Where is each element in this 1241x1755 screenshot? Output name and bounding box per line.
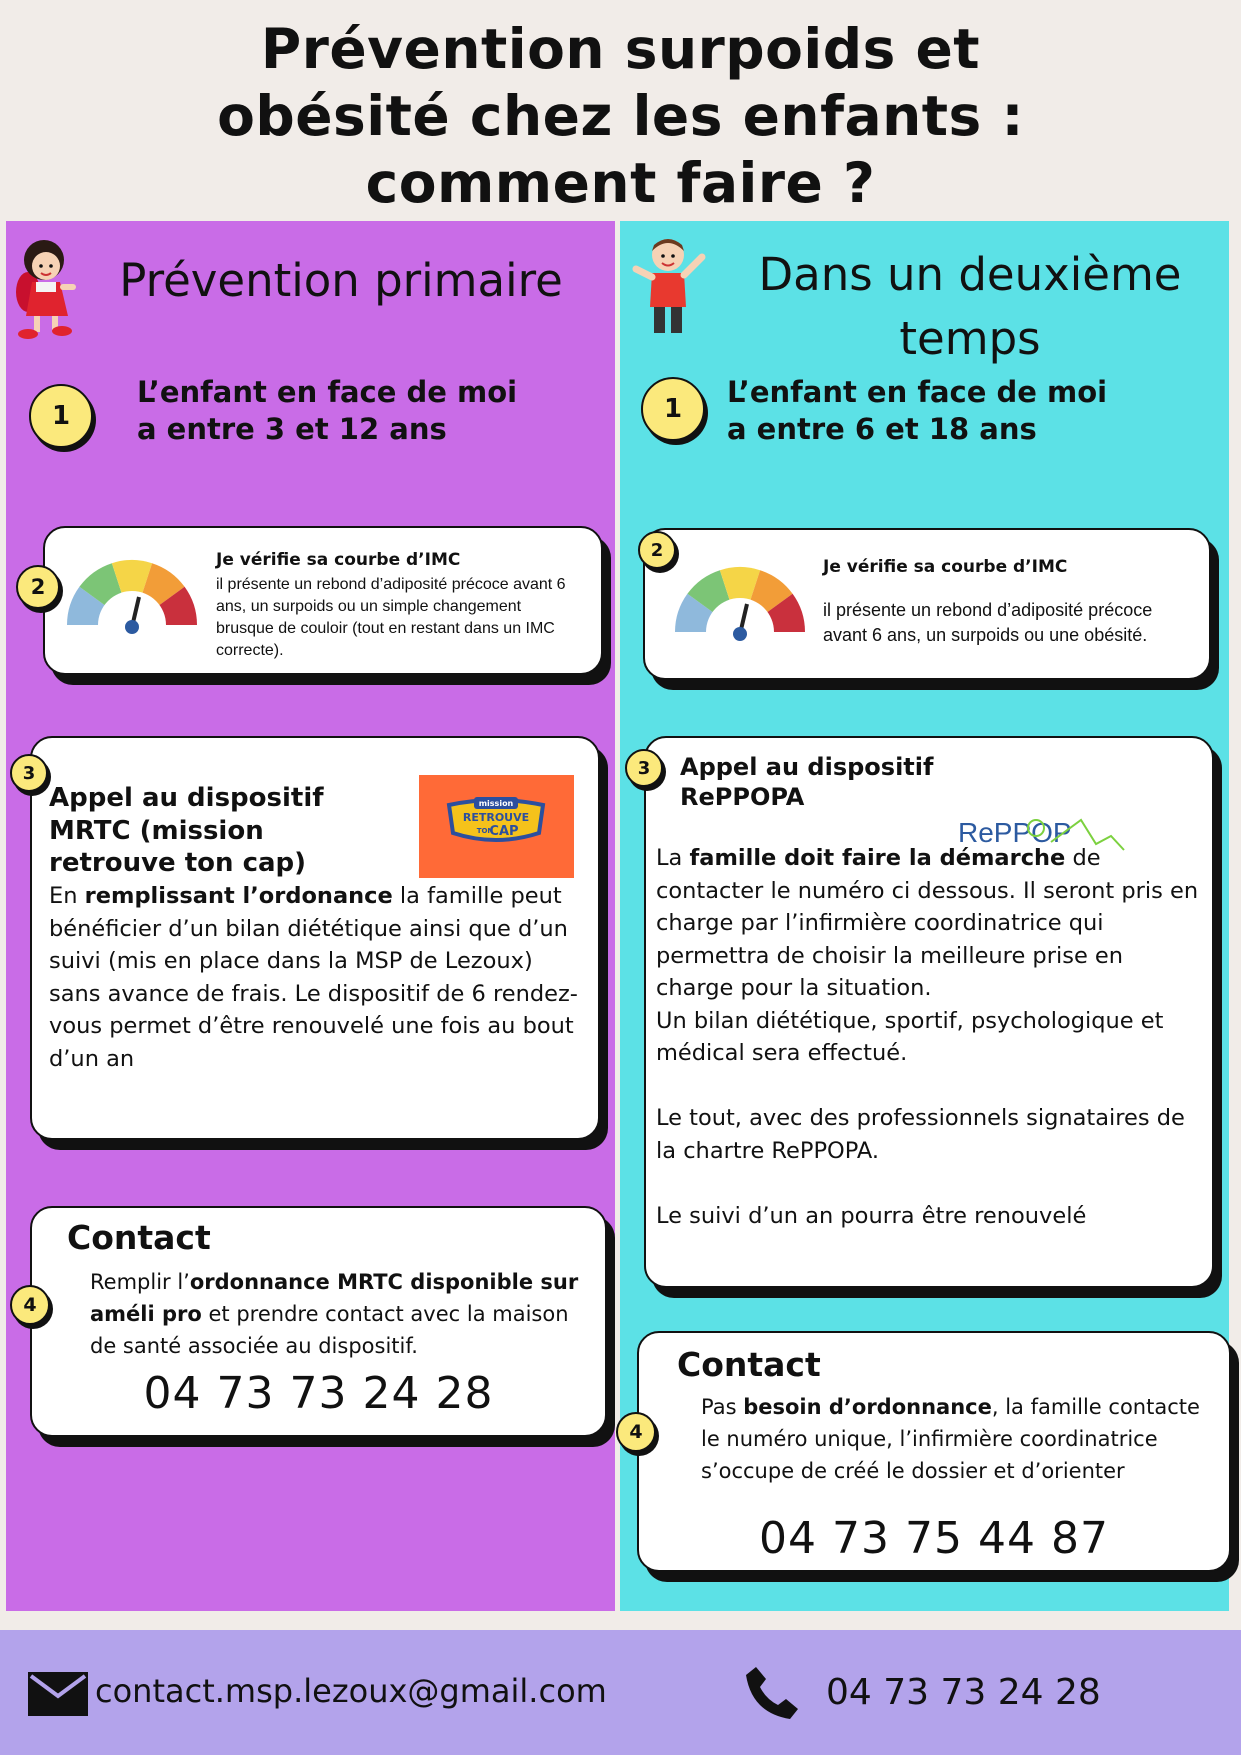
mrtc-title-line-2: MRTC (mission (49, 815, 264, 846)
mrtc-card-text (49, 880, 589, 1075)
primary-prevention-heading: Prévention primaire (119, 254, 563, 307)
contact-right-pre: Pas (701, 1395, 744, 1419)
imc-card-text-right: il présente un rebond d’adiposité précoce avant 6 ans, un surpoids ou une obésité. (823, 600, 1153, 645)
imc-card-title-right: Je vérifie sa courbe d’IMC (823, 557, 1068, 577)
contact-right-post: , la famille contacte le numéro unique, l’infirmière coordinatrice s’occupe de créé le dossier et d’orienter (701, 1395, 1200, 1483)
contact-card-right (637, 1331, 1231, 1572)
mrtc-logo (419, 775, 574, 878)
step-4-badge-right: 4 (616, 1412, 656, 1452)
step-1-badge-right: 1 (641, 377, 705, 441)
reppopa-card-text (656, 842, 1201, 1232)
step-1-badge: 1 (29, 384, 93, 448)
second-stage-heading-line-2: temps (899, 312, 1041, 365)
step-3-badge-right: 3 (625, 749, 663, 787)
primary-prevention-column (6, 221, 615, 1611)
phone-icon (744, 1665, 800, 1721)
imc-gauge-icon (62, 555, 202, 645)
mrtc-card (30, 736, 600, 1140)
mrtc-text-post: la famille peut bénéficier d’un bilan diététique ainsi que d’un suivi (mis en place dans la MSP de Lezoux) sans avance de frais. Le dispositif de 6 rendez-vous permet d’être renouvelé une fois au bout d’un an (49, 883, 578, 1072)
mrtc-logo-retrouve: RETROUVE (462, 811, 530, 824)
second-stage-heading-line-1: Dans un deuxième (758, 248, 1182, 301)
imc-card-right (643, 528, 1211, 680)
page-title (0, 16, 1241, 217)
second-stage-column (620, 221, 1229, 1611)
imc-card-title: Je vérifie sa courbe d’IMC (216, 550, 461, 570)
reppopa-p1-post: de contacter le numéro ci dessous. Il seront pris en charge par l’infirmière coordinatrice qui permettra de choisir la meilleure prise en charge pour la situation. (656, 845, 1199, 1001)
reppopa-p1-bold: famille doit faire la démarche (689, 845, 1066, 871)
contact-card-left (30, 1206, 607, 1437)
mrtc-logo-mission: mission (478, 799, 514, 808)
contact-heading-left: Contact (67, 1218, 211, 1257)
mrtc-text-bold: remplissant l’ordonance (84, 883, 393, 909)
mrtc-card-title (49, 782, 324, 880)
title-line-1: Prévention surpoids et (260, 17, 981, 81)
footer-phone-number[interactable]: 04 73 73 24 28 (826, 1672, 1101, 1713)
step-1-age-text-right (727, 374, 1107, 448)
contact-right-bold: besoin d’ordonnance (743, 1395, 992, 1419)
imc-card (43, 526, 603, 675)
mrtc-title-line-3: retrouve ton cap) (49, 848, 307, 878)
reppopa-paragraph-3: Le tout, avec des professionnels signataires de la chartre RePPOPA. (656, 1105, 1185, 1164)
reppopa-phone-number[interactable]: 04 73 75 44 87 (759, 1513, 1109, 1564)
step-4-badge: 4 (10, 1285, 50, 1325)
step-1-age-text (137, 374, 517, 448)
imc-gauge-icon-right (670, 562, 810, 652)
step-1-line-1: L’enfant en face de moi (137, 375, 518, 409)
contact-left-bold: ordonnance MRTC disponible sur améli pro (90, 1270, 579, 1326)
step-2-badge-right: 2 (638, 531, 676, 569)
email-icon (28, 1672, 88, 1716)
contact-left-pre: Remplir l’ (90, 1270, 190, 1294)
mrtc-phone-number[interactable]: 04 73 73 24 28 (143, 1368, 494, 1419)
second-stage-heading (730, 243, 1210, 371)
reppopa-title-line-2: RePPOPA (680, 783, 805, 811)
contact-heading-right: Contact (677, 1345, 821, 1384)
mrtc-title-line-1: Appel au dispositif (49, 783, 324, 813)
title-line-3: comment faire ? (365, 151, 876, 215)
mrtc-logo-shield-icon (419, 775, 574, 878)
step-1-right-line-1: L’enfant en face de moi (727, 375, 1108, 409)
contact-text-right (701, 1391, 1216, 1487)
mrtc-text-pre: En (49, 883, 85, 909)
footer-email-link[interactable]: contact.msp.lezoux@gmail.com (95, 1672, 607, 1710)
mrtc-logo-cap: CAP (489, 824, 519, 839)
reppopa-p1-pre: La (656, 845, 690, 871)
girl-running-icon (14, 236, 90, 341)
step-2-badge: 2 (16, 565, 60, 609)
reppopa-paragraph-1 (656, 842, 1201, 1005)
step-1-line-2: a entre 3 et 12 ans (137, 412, 447, 446)
title-line-2: obésité chez les enfants : (217, 84, 1024, 148)
step-3-badge: 3 (10, 754, 48, 792)
imc-card-text: il présente un rebond d’adiposité précoce avant 6 ans, un surpoids ou un simple changement brusque de couloir (tout en restant dans un IMC correcte). (216, 576, 566, 659)
mrtc-logo-ton: TON (476, 827, 494, 835)
footer (0, 1630, 1241, 1755)
reppopa-paragraph-4: Le suivi d’un an pourra être renouvelé (656, 1202, 1087, 1229)
reppopa-card (644, 736, 1214, 1288)
reppopa-title-line-1: Appel au dispositif (680, 753, 934, 781)
contact-left-post: et prendre contact avec la maison de santé associée au dispositif. (90, 1302, 569, 1358)
contact-text-left (90, 1266, 590, 1362)
step-1-right-line-2: a entre 6 et 18 ans (727, 412, 1037, 446)
reppopa-paragraph-2: Un bilan diététique, sportif, psychologique et médical sera effectué. (656, 1007, 1164, 1066)
reppop-logo-text: RePPOP (958, 817, 1072, 848)
reppopa-card-title (680, 752, 933, 812)
boy-waving-icon (628, 235, 708, 340)
